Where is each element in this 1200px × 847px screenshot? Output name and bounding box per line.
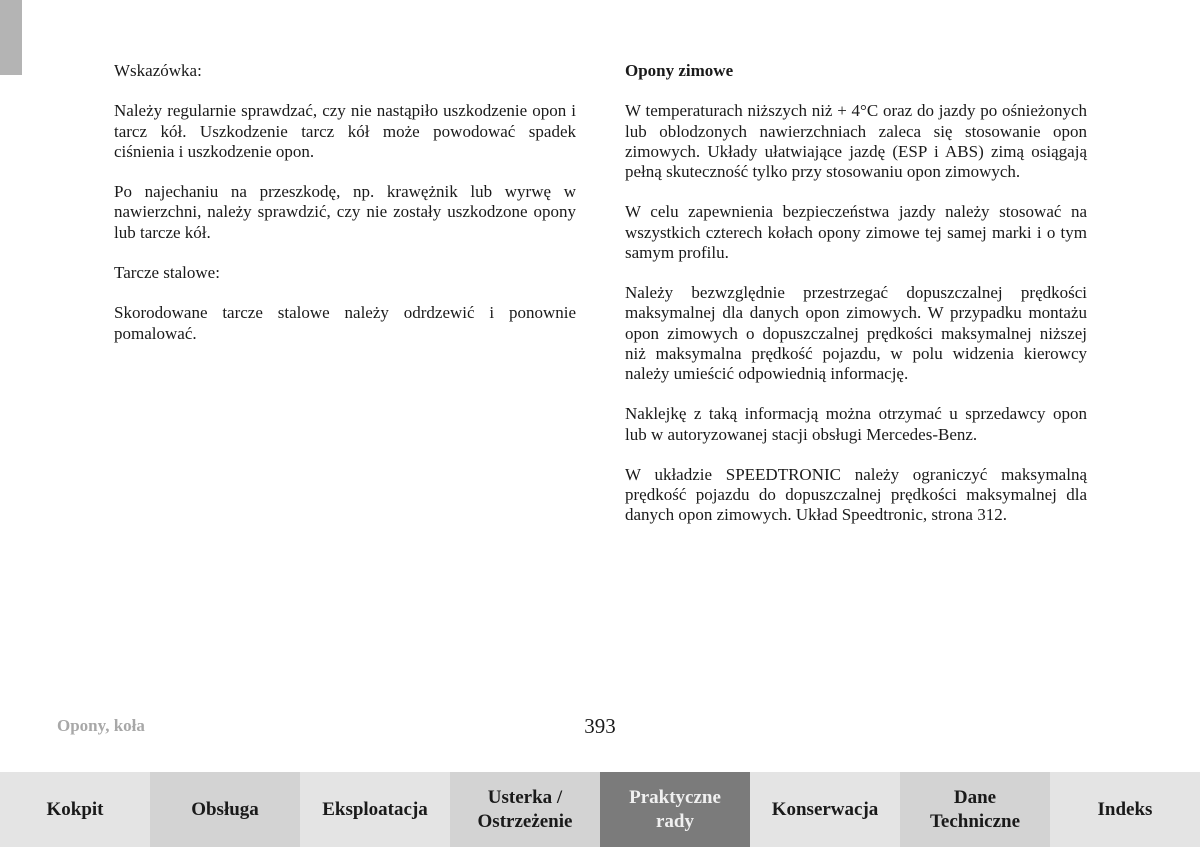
- section-heading-winter-tyres: Opony zimowe: [625, 61, 734, 80]
- tab-usterka-ostrzezenie[interactable]: [450, 772, 600, 847]
- tab-dane-techniczne[interactable]: [900, 772, 1050, 847]
- paragraph-after-obstacle: Po najechaniu na przeszkodę, np. krawężnik lub wyrwę w nawierzchni, należy sprawdzić, czy nie zostały uszkodzone opony lub tarcze kół.: [114, 182, 576, 242]
- tab-praktyczne-label-line2: rady: [656, 810, 694, 832]
- paragraph-winter-temperature: W temperaturach niższych niż + 4°C oraz do jazdy po ośnieżonych lub oblodzonych nawierzchniach zaleca się stosowanie opon zimowych. Układy ułatwiające jazdę (ESP i ABS) zimą osiągają pełną skuteczność tylko przy stosowaniu opon zimowych.: [625, 101, 1087, 181]
- page-number: 393: [584, 714, 616, 738]
- steel-rims-label: Tarcze stalowe:: [114, 262, 220, 282]
- tab-usterka-label-line1: Usterka /: [487, 786, 563, 808]
- chapter-navbar: [0, 772, 1200, 847]
- right-column: [625, 61, 1087, 546]
- tab-praktyczne-label-line1: Praktyczne: [629, 786, 721, 808]
- tab-indeks[interactable]: [1050, 772, 1200, 847]
- paragraph-sticker: Naklejkę z taką informacją można otrzymać u sprzedawcy opon lub w autoryzowanej stacji obsługi Mercedes-Benz.: [625, 404, 1087, 444]
- tab-usterka-label-line2: Ostrzeżenie: [477, 810, 573, 832]
- tab-kokpit-label: Kokpit: [46, 798, 104, 820]
- paragraph-corroded-rims: Skorodowane tarcze stalowe należy odrdzewić i ponownie pomalować.: [114, 303, 576, 343]
- tab-konserwacja-label: Konserwacja: [771, 798, 879, 820]
- corner-section-marker: [0, 0, 22, 75]
- tab-konserwacja[interactable]: [750, 772, 900, 847]
- tab-obsluga[interactable]: [150, 772, 300, 847]
- left-column: [114, 61, 576, 364]
- tab-eksploatacja-label: Eksploatacja: [322, 798, 428, 820]
- footer-section-title: Opony, koła: [57, 716, 145, 735]
- tab-indeks-label: Indeks: [1097, 798, 1153, 820]
- tab-kokpit[interactable]: [0, 772, 150, 847]
- tab-dane-label-line2: Techniczne: [929, 810, 1021, 832]
- tab-obsluga-label: Obsługa: [191, 798, 259, 820]
- paragraph-speedtronic: W układzie SPEEDTRONIC należy ograniczyć maksymalną prędkość pojazdu do dopuszczalnej prędkości maksymalnej dla danych opon zimowych. Układ Speedtronic, strona 312.: [625, 464, 1087, 525]
- tab-eksploatacja[interactable]: [300, 772, 450, 847]
- note-label: Wskazówka:: [114, 61, 202, 80]
- paragraph-four-wheels: W celu zapewnienia bezpieczeństwa jazdy należy stosować na wszystkich czterech kołach opony zimowe tej samej marki i o tym samym profilu.: [625, 202, 1087, 262]
- paragraph-regular-check: Należy regularnie sprawdzać, czy nie nastąpiło uszkodzenie opon i tarcz kół. Uszkodzenie tarcz kół może powodować spadek ciśnienia i uszkodzenie opon.: [114, 101, 576, 161]
- tab-dane-label-line1: Dane: [953, 786, 997, 808]
- paragraph-max-speed: Należy bezwzględnie przestrzegać dopuszczalnej prędkości maksymalnej dla danych opon zimowych. W przypadku montażu opon zimowych o dopuszczalnej prędkości maksymalnej niższej niż maksymalna prędkość pojazdu, w polu widzenia kierowcy należy umieścić odpowiednią informację.: [625, 283, 1087, 383]
- tab-praktyczne-rady[interactable]: [600, 772, 750, 847]
